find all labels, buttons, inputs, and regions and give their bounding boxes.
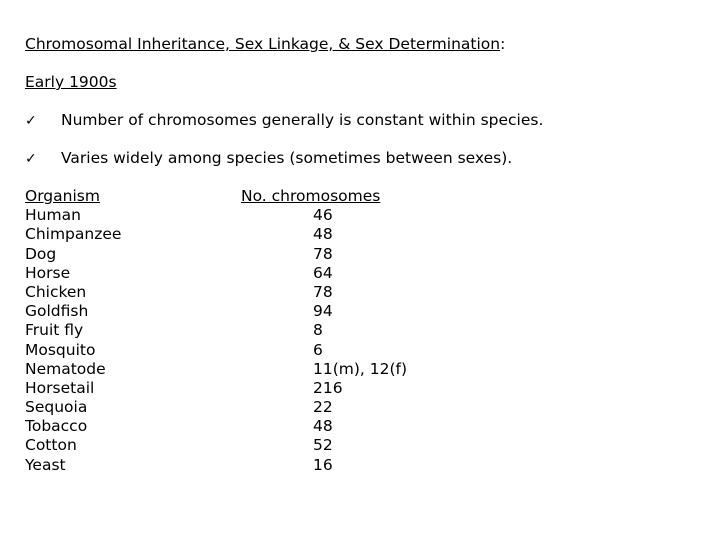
table-row — [25, 417, 525, 436]
chromosome-count-cell: 94 — [313, 302, 333, 321]
slide-title-colon: : — [500, 35, 506, 53]
table-row — [25, 283, 525, 302]
table-header — [25, 187, 525, 206]
chromosome-count-cell: 16 — [313, 455, 333, 474]
chromosome-table — [25, 187, 525, 475]
chromosome-count-cell: 8 — [313, 321, 323, 340]
slide-title — [25, 34, 505, 54]
chromosome-count-cell: 64 — [313, 263, 333, 282]
table-row — [25, 321, 525, 340]
organism-cell: Human — [25, 206, 81, 225]
table-row — [25, 245, 525, 264]
header-chromosomes: No. chromosomes — [241, 187, 381, 205]
chromosome-count-cell: 78 — [313, 244, 333, 263]
table-row — [25, 341, 525, 360]
chromosome-count-cell: 48 — [313, 417, 333, 436]
chromosome-count-cell: 11(m), 12(f) — [313, 359, 408, 378]
checkmark-icon: ✓ — [25, 151, 37, 167]
table-body — [25, 206, 525, 475]
organism-cell: Chicken — [25, 282, 87, 301]
chromosome-count-cell: 216 — [313, 378, 343, 397]
table-row — [25, 379, 525, 398]
chromosome-count-cell: 22 — [313, 398, 333, 417]
organism-cell: Chimpanzee — [25, 225, 122, 244]
organism-cell: Horse — [25, 263, 71, 282]
section-subtitle: Early 1900s — [25, 73, 117, 91]
organism-cell: Mosquito — [25, 340, 96, 359]
organism-cell: Horsetail — [25, 378, 95, 397]
chromosome-count-cell: 6 — [313, 340, 323, 359]
header-organism: Organism — [25, 187, 100, 205]
bullet-text: Varies widely among species (sometimes between sexes). — [61, 149, 513, 167]
table-row — [25, 264, 525, 283]
table-row — [25, 360, 525, 379]
slide-title-text: Chromosomal Inheritance, Sex Linkage, & Sex Determination — [25, 35, 501, 53]
bullet-item — [25, 110, 543, 131]
organism-cell: Tobacco — [25, 417, 88, 436]
chromosome-count-cell: 48 — [313, 225, 333, 244]
table-row — [25, 302, 525, 321]
chromosome-count-cell: 52 — [313, 436, 333, 455]
organism-cell: Fruit fly — [25, 321, 84, 340]
organism-cell: Dog — [25, 244, 57, 263]
organism-cell: Cotton — [25, 436, 77, 455]
bullet-text: Number of chromosomes generally is constant within species. — [61, 111, 544, 129]
chromosome-count-cell: 78 — [313, 282, 333, 301]
table-row — [25, 206, 525, 225]
organism-cell: Nematode — [25, 359, 106, 378]
chromosome-count-cell: 46 — [313, 206, 333, 225]
table-row — [25, 225, 525, 244]
table-row — [25, 456, 525, 475]
bullet-item — [25, 148, 512, 169]
checkmark-icon: ✓ — [25, 113, 37, 129]
table-row — [25, 398, 525, 417]
organism-cell: Sequoia — [25, 398, 88, 417]
table-row — [25, 436, 525, 455]
organism-cell: Yeast — [25, 455, 66, 474]
organism-cell: Goldfish — [25, 302, 89, 321]
